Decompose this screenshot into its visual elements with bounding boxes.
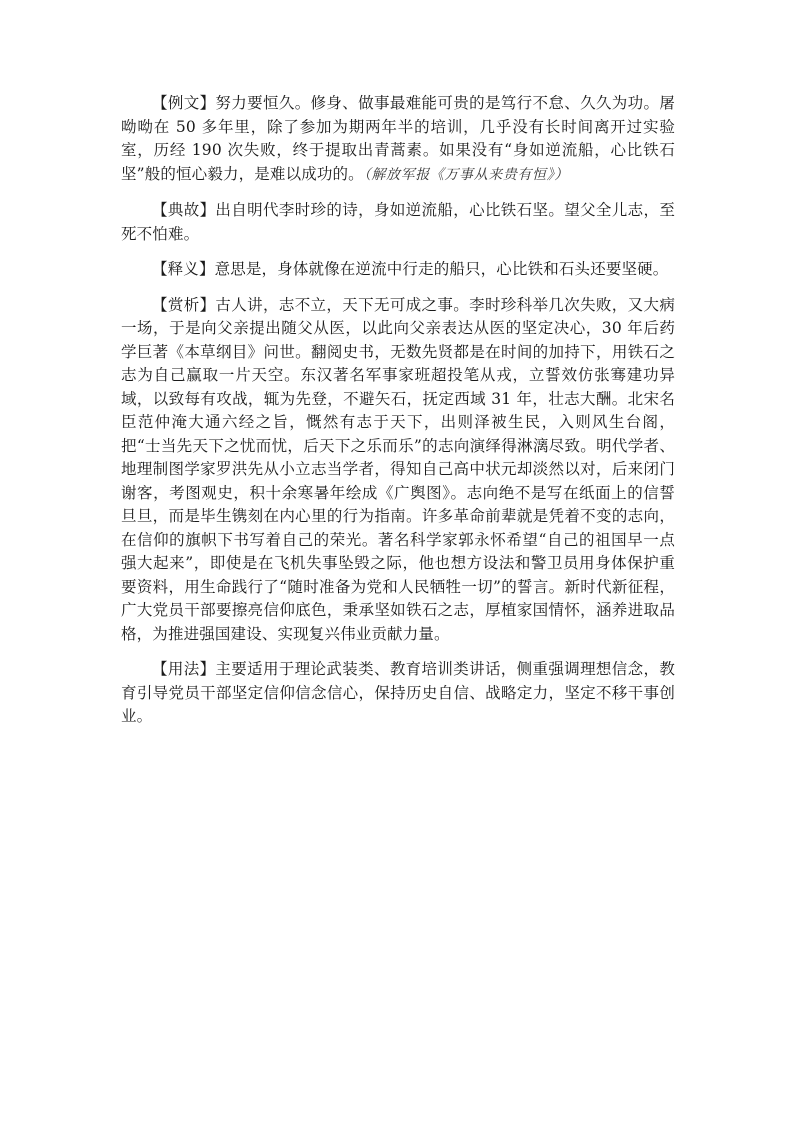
allusion-text: 出自明代李时珍的诗，身如逆流船，心比铁石坚。望父全儿志，至死不怕难。 [121,201,675,243]
appreciation-paragraph [121,294,675,647]
allusion-paragraph [121,199,675,246]
example-tag: 【例文】 [152,94,216,112]
example-source: （解放军报《万事从来贵有恒》） [363,166,569,183]
usage-tag: 【用法】 [152,660,216,678]
usage-paragraph [121,658,675,729]
meaning-text: 意思是，身体就像在逆流中行走的船只，心比铁和石头还要坚硬。 [214,260,669,278]
document-page [121,92,675,741]
example-text: 努力要恒久。修身、做事最难能可贵的是笃行不怠、久久为功。屠呦呦在 50 多年里，除了参加为期两年半的培训，几乎没有长时间离开过实验室，历经 190 次失败，终于提取出青蒿素。如果没有“身如逆流船，心比铁石坚”般的恒心毅力，是难以成功的。 [121,94,675,183]
allusion-tag: 【典故】 [152,201,216,219]
appreciation-tag: 【赏析】 [152,295,216,314]
example-paragraph [121,92,675,187]
meaning-tag: 【释义】 [152,260,215,278]
meaning-paragraph [121,258,675,282]
usage-text: 主要适用于理论武装类、教育培训类讲话，侧重强调理想信念，教育引导党员干部坚定信仰信念信心，保持历史自信、战略定力，坚定不移干事创业。 [121,660,675,725]
appreciation-text: 古人讲，志不立，天下无可成之事。李时珍科举几次失败，又大病一场，于是向父亲提出随父从医，以此向父亲表达从医的坚定决心，30 年后药学巨著《本草纲目》问世。翻阅史书，无数先贤都是在时间的加持下，用铁石之志为自己赢取一片天空。东汉著名军事家班超投笔从戎，立誓效仿张骞建功异域，以致每有攻战，辄为先登，不避矢石，抚定西域 31 年，壮志大酬。北宋名臣范仲淹大通六经之旨，慨然有志于天下，出则泽被生民，入则风生台阁，把“士当先天下之忧而忧，后天下之乐而乐”的志向演绎得淋漓尽致。明代学者、地理制图学家罗洪先从小立志当学者，得知自己高中状元却淡然以对，后来闭门谢客，考图观史，积十余寒暑年绘成《广舆图》。志向绝不是写在纸面上的信誓旦旦，而是毕生镌刻在内心里的行为指南。许多革命前辈就是凭着不变的志向，在信仰的旗帜下书写着自己的荣光。著名科学家郭永怀希望“自己的祖国早一点强大起来”，即使是在飞机失事坠毁之际，他也想方设法和警卫员用身体保护重要资料，用生命践行了“随时准备为党和人民牺牲一切”的誓言。新时代新征程，广大党员干部要擦亮信仰底色，秉承坚如铁石之志，厚植家国情怀，涵养进取品格，为推进强国建设、实现复兴伟业贡献力量。 [121,295,675,643]
